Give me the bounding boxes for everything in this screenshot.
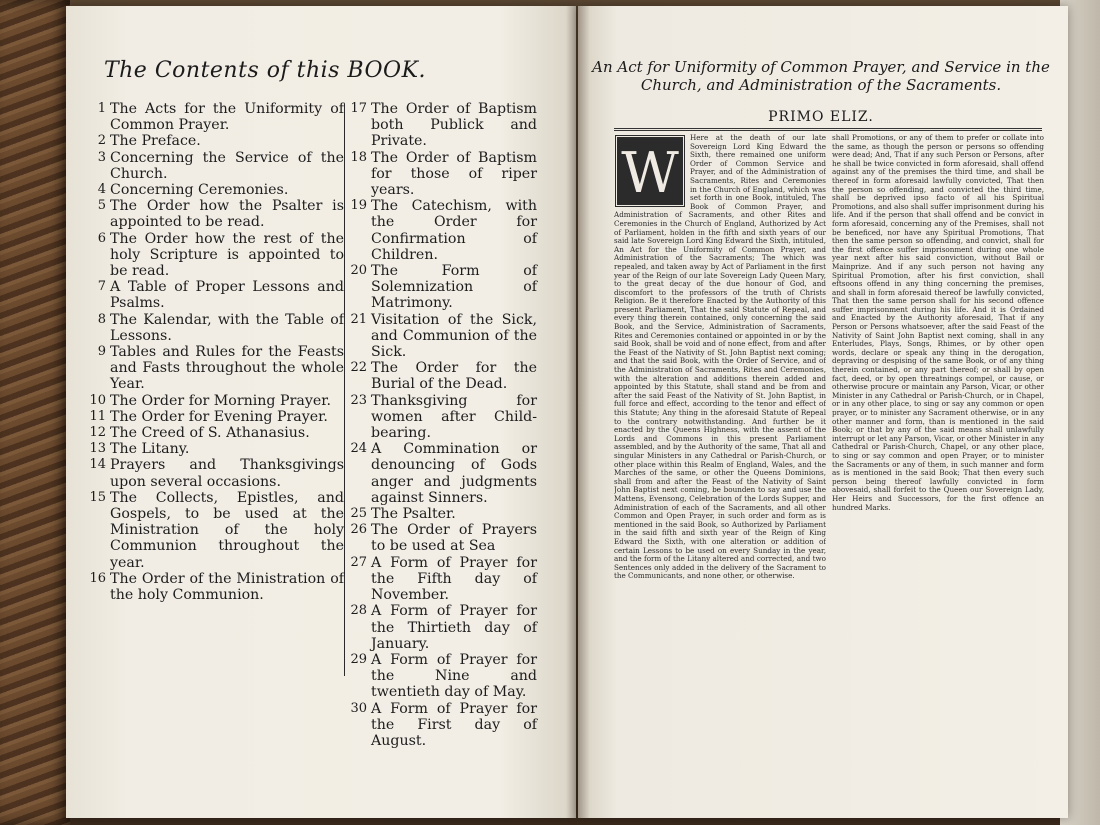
toc-entry [347, 312, 537, 361]
toc-entry-number: 20 [350, 263, 367, 279]
toc-entry-number: 1 [97, 101, 106, 116]
toc-entry [86, 393, 344, 409]
toc-entry [347, 393, 537, 442]
toc-entry-number: 8 [97, 311, 106, 327]
toc-entry-number: 25 [350, 506, 367, 522]
toc-entry-number: 16 [89, 570, 106, 586]
act-body-column-1 [614, 134, 826, 804]
right-page [578, 6, 1068, 818]
toc-entry-number: 12 [89, 425, 106, 441]
toc-entry-text: A Form of Prayer for the Thirtieth day of January. [371, 603, 537, 652]
toc-entry-text: The Order for Evening Prayer. [110, 408, 328, 425]
toc-entry-number: 22 [350, 360, 367, 376]
toc-entry-number: 28 [350, 603, 367, 619]
toc-entry-number: 27 [350, 554, 367, 570]
toc-entry-number: 9 [97, 344, 106, 360]
toc-entry-number: 6 [97, 230, 106, 246]
toc-entry [347, 198, 537, 263]
toc-entry-number: 13 [89, 441, 106, 457]
toc-entry-text: The Order of the Ministration of the holy Communion. [110, 570, 344, 604]
toc-column-2 [347, 101, 537, 749]
toc-entry-text: Concerning Ceremonies. [110, 182, 289, 199]
toc-entry [86, 425, 344, 441]
toc-entry [347, 522, 537, 554]
toc-entry-number: 2 [97, 133, 106, 149]
toc-entry [86, 101, 344, 133]
title-rule-double [614, 130, 1042, 131]
toc-entry [86, 441, 344, 457]
toc-entry-number: 4 [97, 182, 106, 198]
toc-entry-text: The Litany. [110, 441, 190, 458]
toc-entry [347, 150, 537, 199]
toc-entry-text: A Table of Proper Lessons and Psalms. [110, 279, 344, 312]
toc-entry-text: The Form of Solemnization of Matrimony. [371, 263, 537, 312]
toc-entry-text: Tables and Rules for the Feasts and Fasts throughout the whole Year. [110, 344, 344, 393]
toc-entry [347, 555, 537, 604]
toc-entry [347, 652, 537, 701]
toc-entry [86, 312, 344, 344]
toc-entry-number: 15 [89, 489, 106, 505]
toc-entry-text: The Order for the Burial of the Dead. [371, 360, 537, 393]
toc-entry [347, 360, 537, 392]
contents-title: The Contents of this BOOK. [103, 58, 427, 83]
toc-entry [86, 571, 344, 603]
left-page [66, 6, 576, 818]
toc-entry-text: The Order how the rest of the holy Scripture is appointed to be read. [110, 230, 344, 280]
toc-entry [86, 198, 344, 230]
toc-entry-number: 10 [89, 392, 106, 408]
toc-entry-text: A Form of Prayer for the First day of August. [371, 700, 537, 749]
toc-entry [86, 279, 344, 311]
toc-entry [347, 263, 537, 312]
toc-entry-number: 5 [97, 198, 106, 214]
toc-entry [86, 133, 344, 149]
toc-entry-text: Visitation of the Sick, and Communion of the Sick. [371, 311, 537, 361]
toc-entry-number: 21 [350, 311, 367, 327]
toc-entry-text: A Commination or denouncing of Gods anger and judgments against Sinners. [371, 441, 537, 506]
act-subtitle: PRIMO ELIZ. [768, 109, 874, 125]
toc-entry-text: The Order of Baptism for those of riper years. [371, 149, 537, 199]
toc-entry-number: 26 [350, 522, 367, 538]
toc-entry-text: The Acts for the Uniformity of Common Prayer. [110, 101, 344, 134]
toc-entry-text: A Form of Prayer for the Fifth day of November. [371, 554, 537, 604]
act-body-column-2: shall Promotions, or any of them to prefer or collate into the same, as though the person or persons so offending were dead; And, That if any such Person or Persons, after he shall be twice convicted in form aforesaid, shall offend against any of the premises the third time, and shall be thereof in form aforesaid lawfully convicted, That then the person so offending, and convicted the third time, shall be deprived ipso facto of all his Spiritual Promotions, and also shall suffer imprisonment during his life. And if the person that shall offend and be convict in form aforesaid, concerning any of the Premises, shall not be beneficed, nor have any Spiritual Promotions, That then the same person so offending, and convict, shall for the first offence suffer imprisonment during one whole year next after his said conviction, without Bail or Mainprize. And if any such person not having any Spiritual Promotion, after his first conviction, shall eftsoons offend in any thing concerning the premises, and shall in form aforesaid thereof be lawfully convicted, That then the same person shall for his second offence suffer imprisonment during his life. And it is Ordained and Enacted by the Authority aforesaid, That if any Person or Persons whatsoever, after the said Feast of the Nativity of Saint John Baptist next coming, shall in any Enterludes, Plays, Songs, Rhimes, or by other open words, declare or speak any thing in the derogation, depraving or despising of the same Book, or of any thing therein contained, or any part thereof; or shall by open fact, deed, or by open threatnings compel, or cause, or otherwise procure or maintain any Parson, Vicar, or other Minister in any Cathedral or Parish-Church, or in Chapel, or in any other place, to sing or say any common or open prayer, or to minister any Sacrament otherwise, or in any other manner and form, than is mentioned in the said Book; or that by any of the said means shall unlawfully interrupt or let any Parson, Vicar, or other Minister in any Cathedral or Parish-Church, Chapel, or any other place, to sing or say common and open Prayer, or to minister the Sacraments or any of them, in such manner and form as is mentioned in the said Book; That then every such person being thereof lawfully convicted in form abovesaid, shall forfeit to the Queen our Sovereign Lady, Her Heirs and Successors, for the first offence an hundred Marks. [832, 134, 1044, 512]
toc-entry-number: 24 [350, 441, 367, 457]
toc-entry-number: 29 [350, 651, 367, 667]
toc-entry-number: 17 [350, 101, 367, 116]
toc-entry [86, 344, 344, 393]
title-rule [614, 128, 1042, 129]
toc-entry [347, 506, 537, 522]
toc-entry-text: The Order of Baptism both Publick and Private. [371, 101, 537, 150]
toc-entry-text: The Order of Prayers to be used at Sea [371, 522, 537, 555]
toc-entry-text: The Creed of S. Athanasius. [110, 425, 310, 442]
toc-entry-number: 7 [97, 279, 106, 295]
toc-entry [347, 441, 537, 506]
toc-entry-text: The Psalter. [371, 506, 456, 523]
toc-entry-text: The Catechism, with the Order for Confirmation of Children. [371, 198, 537, 263]
toc-entry [86, 457, 344, 489]
toc-entry-text: Prayers and Thanksgivings upon several occasions. [110, 457, 344, 490]
toc-entry-number: 19 [350, 198, 367, 214]
toc-entry-text: The Order for Morning Prayer. [110, 392, 331, 409]
toc-entry-number: 30 [350, 700, 367, 716]
toc-entry [86, 182, 344, 198]
toc-entry-text: The Collects, Epistles, and Gospels, to be used at the Ministration of the holy Communion throughout the year. [110, 489, 344, 571]
decorated-initial: W [614, 134, 686, 208]
toc-entry-number: 14 [89, 457, 106, 473]
toc-entry-number: 11 [89, 408, 106, 424]
toc-entry [86, 231, 344, 280]
act-body-text-1: Here at the death of our late Sovereign Lord King Edward the Sixth, there remained one uniform Order of Common Service and Prayer, and of the Administration of Sacraments, Rites and Ceremonies in the Church of England, which was set forth in one Book, intituled, The Book of Common Prayer, and Administration of Sacraments, and other Rites and Ceremonies in the Church of England, Authorized by Act of Parliament, holden in the fifth and sixth years of our said late Sovereign Lord King Edward the Sixth, intituled, An Act for the Uniformity of Common Prayer, and Administration of the Sacraments; The which was repealed, and taken away by Act of Parliament in the first year of the Reign of our late Sovereign Lady Queen Mary, to the great decay of the due honour of God, and discomfort to the professors of the truth of Christs Religion. Be it therefore Enacted by the Authority of this present Parliament, That the said Statute of Repeal, and every thing therein contained, only concerning the said Book, and the Service, Administration of Sacraments, Rites and Ceremonies contained or appointed in or by the said Book, shall be void and of none effect, from and after the Feast of the Nativity of St. John Baptist next coming; and that the said Book, with the Order of Service, and of the Administration of Sacraments, Rites and Ceremonies, with the alteration and additions therein added and appointed by this Statute, shall stand and be from and after the said Feast of the Nativity of St. John Baptist, in full force and effect, according to the tenor and effect of this Statute; Any thing in the aforesaid Statute of Repeal to the contrary notwithstanding. And further be it enacted by the Queens Highness, with the assent of the Lords and Commons in this present Parliament assembled, and by the Authority of the same, That all and singular Ministers in any Cathedral or Parish-Church, or other place within this Realm of England, Wales, and the Marches of the same, or other the Queens Dominions, shall from and after the Feast of the Nativity of Saint John Baptist next coming, be bounden to say and use the Mattens, Evensong, Celebration of the Lords Supper, and Administration of each of the Sacraments, and all other Common and Open Prayer, in such order and form as is mentioned in the said Book, so Authorized by Parliament in the said fifth and sixth year of the Reign of King Edward the Sixth, with one alteration or addition of certain Lessons to be used on every Sunday in the year, and the form of the Litany altered and corrected, and two Sentences only added in the delivery of the Sacrament to the Communicants, and none other, or otherwise. [614, 134, 826, 581]
toc-entry-text: The Order how the Psalter is appointed to be read. [110, 198, 344, 231]
toc-entry [86, 150, 344, 182]
leather-cover-left [0, 0, 70, 825]
column-divider [344, 104, 345, 676]
toc-column-1 [86, 101, 344, 603]
toc-entry-text: The Kalendar, with the Table of Lessons. [110, 311, 344, 344]
toc-entry-text: The Preface. [110, 133, 201, 150]
toc-entry-text: Thanksgiving for women after Child-bearing. [371, 392, 537, 442]
toc-entry [347, 101, 537, 150]
toc-entry [347, 603, 537, 652]
book-gutter [566, 6, 590, 818]
toc-entry-text: A Form of Prayer for the Nine and twentieth day of May. [371, 651, 537, 701]
act-title: An Act for Uniformity of Common Prayer, and Service in the Church, and Administration of the Sacraments. [592, 58, 1050, 94]
toc-entry-number: 18 [350, 149, 367, 165]
toc-entry [86, 490, 344, 571]
toc-entry-number: 23 [350, 392, 367, 408]
toc-entry-number: 3 [97, 149, 106, 165]
toc-entry-text: Concerning the Service of the Church. [110, 149, 344, 182]
toc-entry [86, 409, 344, 425]
toc-entry [347, 701, 537, 750]
